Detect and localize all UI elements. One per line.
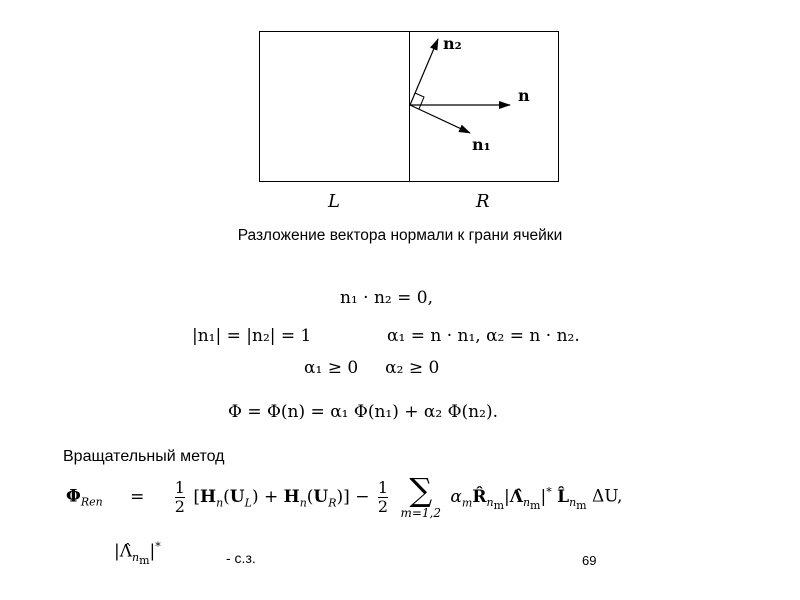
label-left: L (328, 191, 340, 212)
label-n2: n₂ (443, 34, 462, 53)
normal-decomposition-diagram (0, 0, 800, 220)
equation-unit-norm: |n₁| = |n₂| = 1 (192, 326, 312, 346)
section-heading: Вращательный метод (63, 448, 225, 465)
label-n1: n₁ (472, 135, 491, 154)
figure-caption: Разложение вектора нормали к грани ячейки (237, 227, 563, 244)
equation-alpha-def: α₁ = n · n₁, α₂ = n · n₂. (387, 326, 580, 346)
equation-orthogonality: n₁ · n₂ = 0, (340, 288, 434, 308)
label-right: R (476, 191, 490, 212)
fraction-half-1: $\frac{1}{2}$ (174, 477, 185, 516)
vector-n1 (410, 105, 470, 133)
right-angle-mark (415, 93, 424, 109)
formula-lhs: Φ (66, 486, 81, 507)
rotational-flux-formula (66, 471, 623, 520)
equation-flux-split: Φ = Φ(n) = α₁ Φ(n₁) + α₂ Φ(n₂). (228, 402, 498, 422)
page-number: 69 (582, 553, 597, 568)
formula-eq: = (130, 486, 145, 507)
eigenvalue-note: - с.з. (226, 550, 256, 566)
vector-n2 (410, 39, 438, 105)
eigenvalue-symbol: $|\Lambdâ_{n_m}|^*$ (114, 540, 161, 568)
summation: ∑ m=1,2 (400, 471, 441, 520)
summation-limits: m=1,2 (400, 506, 441, 520)
equation-alpha-nonneg: α₁ ≥ 0 α₂ ≥ 0 (304, 358, 440, 378)
label-n: n (518, 86, 530, 105)
fraction-half-2: $\frac{1}{2}$ (377, 477, 389, 516)
formula-tail: ΔU, (592, 486, 623, 507)
formula-lhs-sub: Ren (80, 495, 103, 509)
formula-sum-term: $\alpha_mR̂_{n_m}|\Lambdâ_{n_m}|^*$ $L̂_{n_m}$ (450, 484, 587, 513)
formula-bracket-term: $[H_n(U_L) + H_n(U_R)]$ − (193, 486, 370, 509)
